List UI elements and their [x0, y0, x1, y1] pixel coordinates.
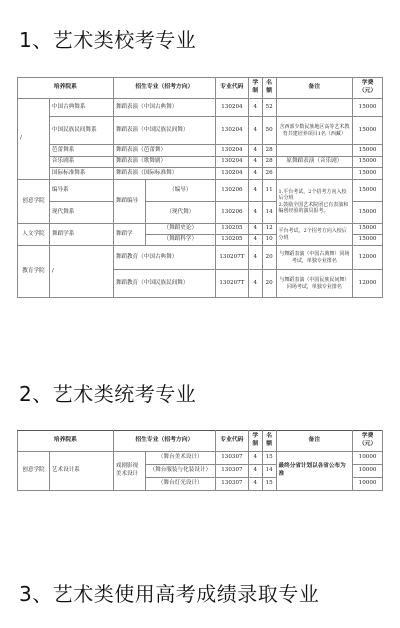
code-cell: 130307 [215, 465, 248, 478]
fee-cell: 15000 [353, 235, 383, 246]
notes-cell [276, 99, 353, 117]
dept-cell: 国际标准舞系 [49, 168, 113, 180]
header-code: 专业代码 [215, 78, 248, 99]
fee-cell: 10000 [353, 465, 383, 478]
code-cell: 130204 [215, 168, 248, 180]
quota-cell: 15 [262, 452, 276, 465]
header-fee: 学费（元） [353, 78, 383, 99]
code-cell: 130204 [215, 99, 248, 117]
fee-cell: 15000 [353, 168, 383, 180]
years-cell: 4 [248, 478, 262, 491]
table-row [18, 180, 383, 202]
notes-cell: 原舞蹈表演（音乐剧） [276, 157, 353, 168]
fee-cell: 15000 [353, 145, 383, 157]
code-cell: 130205 [215, 235, 248, 246]
quota-cell: 10 [262, 235, 276, 246]
years-cell: 4 [248, 224, 262, 235]
direction-cell: 舞蹈表演（中国民族民间舞） [113, 117, 215, 145]
header-code: 专业代码 [215, 431, 248, 452]
dept-cell: / [49, 246, 113, 298]
college-cell: 创意学院 [18, 452, 50, 491]
code-cell: 130205 [215, 224, 248, 235]
years-cell: 4 [248, 235, 262, 246]
direction-cell: （舞蹈科学） [145, 235, 215, 246]
dept-cell: 舞蹈学系 [49, 224, 113, 246]
fee-cell: 15000 [353, 202, 383, 224]
direction-cell: （舞台服装与化装设计） [145, 465, 215, 478]
school-exam-majors-table [17, 77, 383, 298]
dept-cell: 中国古典舞系 [49, 99, 113, 117]
quota-cell: 15 [262, 478, 276, 491]
table-row [18, 99, 383, 117]
fee-cell: 15000 [353, 99, 383, 117]
fee-cell: 15000 [353, 117, 383, 145]
fee-cell: 12000 [353, 246, 383, 270]
code-cell: 130204 [215, 117, 248, 145]
years-cell: 4 [248, 202, 262, 224]
college-cell: 创意学院 [18, 180, 50, 224]
college-cell: 人文学院 [18, 224, 50, 246]
header-school: 培养院系 [18, 78, 114, 99]
section-3-heading: 3、艺术类使用高考成绩录取专业 [19, 582, 320, 606]
years-cell: 4 [248, 99, 262, 117]
section-2-heading: 2、艺术类统考专业 [19, 382, 197, 406]
college-cell: 教育学院 [18, 246, 50, 298]
table-row [18, 224, 383, 235]
table-row [18, 117, 383, 145]
notes-cell [276, 168, 353, 180]
years-cell: 4 [248, 246, 262, 270]
years-cell: 4 [248, 452, 262, 465]
direction-cell: （舞台美术设计） [145, 452, 215, 465]
major-cell: 舞蹈学 [113, 224, 145, 246]
unified-exam-majors-table [17, 430, 383, 491]
notes-cell: 最终分省计划以各省公布为准 [276, 452, 353, 491]
header-major: 招生专业（招考方向） [113, 78, 215, 99]
header-quota: 名额 [262, 78, 276, 99]
quota-cell: 52 [262, 99, 276, 117]
years-cell: 4 [248, 180, 262, 202]
major-cell: 戏剧影视美术设计 [113, 452, 145, 491]
table-header-row [18, 78, 383, 99]
header-notes: 备注 [276, 431, 353, 452]
header-major: 招生专业（招考方向） [113, 431, 215, 452]
years-cell: 4 [248, 168, 262, 180]
direction-cell: 舞蹈表演（中国古典舞） [113, 99, 215, 117]
notes-cell: 平台考试，2个招考方向入校后分班 [276, 224, 353, 246]
dept-cell: 艺术设计系 [49, 452, 113, 491]
header-notes: 备注 [276, 78, 353, 99]
table-row [18, 168, 383, 180]
fee-cell: 10000 [353, 478, 383, 491]
years-cell: 4 [248, 270, 262, 298]
dept-cell: 现代舞系 [49, 202, 113, 224]
dept-cell: 中国民族民间舞系 [49, 117, 113, 145]
header-years: 学制 [248, 78, 262, 99]
fee-cell: 15000 [353, 224, 383, 235]
code-cell: 130204 [215, 157, 248, 168]
quota-cell: 12 [262, 224, 276, 235]
table-row [18, 246, 383, 270]
direction-cell: 舞蹈教育（中国古典舞） [113, 246, 215, 270]
direction-cell: （舞台灯光设计） [145, 478, 215, 491]
direction-cell: 舞蹈表演（国际标准舞） [113, 168, 215, 180]
direction-cell: 舞蹈教育（中国民族民间舞） [113, 270, 215, 298]
quota-cell: 14 [262, 202, 276, 224]
notes-cell [276, 145, 353, 157]
table-row [18, 452, 383, 465]
fee-cell: 15000 [353, 180, 383, 202]
years-cell: 4 [248, 157, 262, 168]
major-cell: 舞蹈编导 [113, 180, 145, 224]
header-quota: 名额 [262, 431, 276, 452]
years-cell: 4 [248, 145, 262, 157]
code-cell: 130204 [215, 145, 248, 157]
code-cell: 130307 [215, 478, 248, 491]
direction-cell: （现代舞） [145, 202, 215, 224]
quota-cell: 28 [262, 157, 276, 168]
code-cell: 130307 [215, 452, 248, 465]
header-school: 培养院系 [18, 431, 114, 452]
code-cell: 130206 [215, 202, 248, 224]
dept-cell: 芭蕾舞系 [49, 145, 113, 157]
code-cell: 130207T [215, 246, 248, 270]
header-fee: 学费（元） [353, 431, 383, 452]
direction-cell: 舞蹈表演（芭蕾舞） [113, 145, 215, 157]
table-header-row [18, 431, 383, 452]
fee-cell: 12000 [353, 270, 383, 298]
quota-cell: 14 [262, 465, 276, 478]
quota-cell: 50 [262, 117, 276, 145]
notes-cell: 含西部少数民族地区高等艺术教育共建培养项目1名（西藏） [276, 117, 353, 145]
code-cell: 130206 [215, 180, 248, 202]
notes-cell: 与舞蹈表演（中国古典舞）同场考试，单独专业排名 [276, 246, 353, 270]
fee-cell: 10000 [353, 452, 383, 465]
dept-cell: 音乐剧系 [49, 157, 113, 168]
fee-cell: 15000 [353, 157, 383, 168]
section-1-heading: 1、艺术类校考专业 [19, 28, 197, 52]
direction-cell: 舞蹈表演（歌舞剧） [113, 157, 215, 168]
header-years: 学制 [248, 431, 262, 452]
years-cell: 4 [248, 117, 262, 145]
quota-cell: 11 [262, 180, 276, 202]
quota-cell: 26 [262, 168, 276, 180]
notes-cell: 1.平台考试，2个招考方向入校后分班 2.鼓励全国艺术院团已有表演和编创经验的演员报考。 [276, 180, 353, 224]
direction-cell: （舞蹈史论） [145, 224, 215, 235]
years-cell: 4 [248, 465, 262, 478]
quota-cell: 20 [262, 246, 276, 270]
notes-cell: 与舞蹈表演（中国民族民间舞）同场考试，单独专业排名 [276, 270, 353, 298]
direction-cell: （编导） [145, 180, 215, 202]
college-cell: / [18, 99, 50, 180]
dept-cell: 编导系 [49, 180, 113, 202]
quota-cell: 20 [262, 270, 276, 298]
table-row [18, 157, 383, 168]
table-row [18, 145, 383, 157]
quota-cell: 28 [262, 145, 276, 157]
code-cell: 130207T [215, 270, 248, 298]
